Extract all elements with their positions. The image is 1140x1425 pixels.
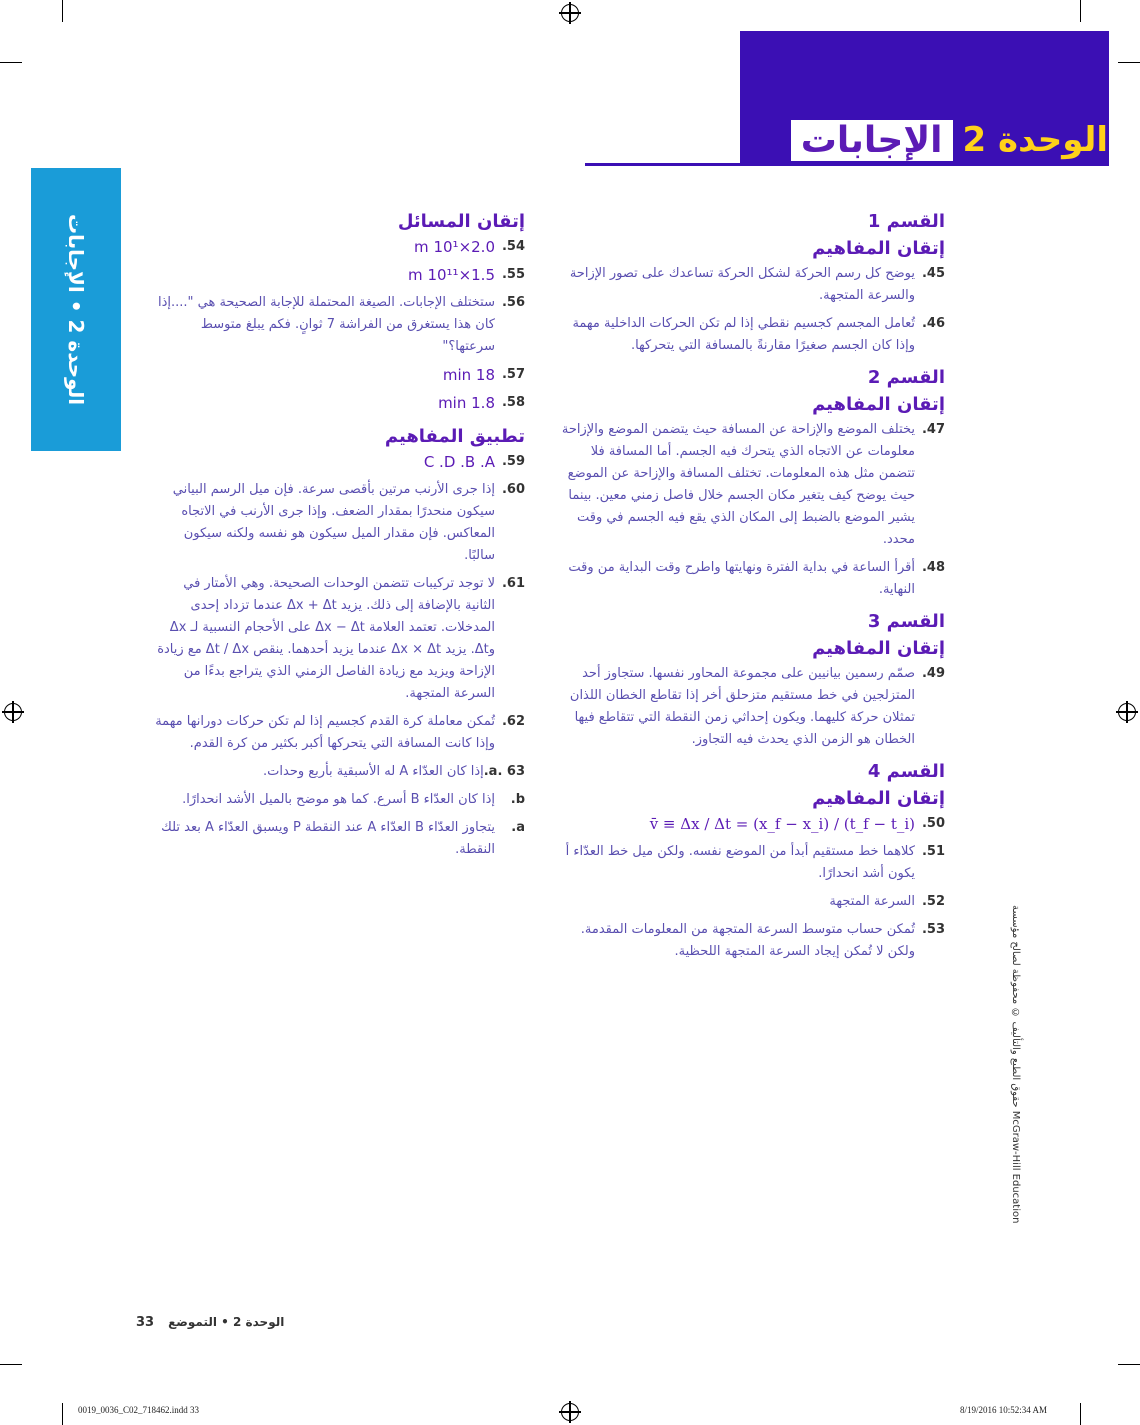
registration-mark-right — [1118, 703, 1136, 721]
answer-item: 62. تُمكن معاملة كرة القدم كجسيم إذا لم تكن حركات دورانها مهمة وإذا كانت المسافة التي يتحركها أكبر بكثير من كرة القدم. — [155, 714, 525, 751]
answer-item: 46. تُعامل المجسم كجسيم نقطي إذا لم تكن الحركات الداخلية مهمة وإذا كان الجسم صغيرًا مقارنةً بالمسافة التي يتحركها. — [572, 316, 945, 353]
side-tab-label: الوحدة 2 • الإجابات — [64, 213, 88, 406]
registration-mark-left — [4, 703, 22, 721]
answer-item: 47. يختلف الموضع والإزاحة عن المسافة حيث يتضمن الموضع والإزاحة معلومات عن الاتجاه الذي يتحرك فيه الجسم. أما المسافة فلا تتضمن مثل هذه المعلومات. تختلف المسافة والإزاحة عن الموضع حيث يوضح كيف يتغير مكان الجسم خلال فاصل زمني معين. بينما يشير الموضع بالضبط إلى المكان الذي يقع فيه الجسم في وقت محدد. — [561, 422, 945, 547]
answer-subitem: b. إذا كان العدّاء B أسرع. كما هو موضح بالميل الأشد انحدارًا. — [182, 792, 525, 807]
answer-subitem: a. يتجاوز العدّاء B العدّاء A عند النقطة P ويسبق العدّاء A بعد تلك النقطة. — [161, 820, 525, 857]
section-subtitle: إتقان المفاهيم — [812, 238, 945, 259]
section-1 — [555, 211, 945, 357]
answer-item: 59. C .D .B .A — [423, 453, 525, 471]
copyright-notice: حقوق الطبع والتأليف © محفوظة لصالح مؤسسة McGraw-Hill Education — [1010, 905, 1021, 1224]
answer-item: 45. يوضح كل رسم الحركة لشكل الحركة تساعدك على تصور الإزاحة والسرعة المتجهة. — [569, 266, 945, 303]
answer-item: 49. صمّم رسمين بيانيين على مجموعة المحاور نفسها. ستجاوز أحد المتزلجين في خط مستقيم متزحلق أخر إذا تقاطع الخطان اللذان تمثلان حركة كليهما. ويكون إحداثي زمن النقطة التي تتقاطع فيها الخطان هو الزمن الذي يحدث فيه التجاوز. — [569, 666, 945, 747]
registration-mark-bottom — [561, 1403, 579, 1421]
answer-item: 51. كلاهما خط مستقيم أبدأ من الموضع نفسه. ولكن ميل خط العدّاء أ يكون أشد انحدارًا. — [565, 844, 945, 881]
running-title: الوحدة 2 • التموضع — [168, 1315, 285, 1329]
page-number: 33 — [136, 1315, 155, 1330]
answer-item: 55. 1.5×10¹¹ m — [408, 266, 525, 284]
section-title: القسم 3 — [867, 611, 945, 632]
section-subtitle: إتقان المفاهيم — [812, 638, 945, 659]
section-title: القسم 1 — [867, 211, 945, 232]
slug-file: 0019_0036_C02_718462.indd 33 — [78, 1405, 200, 1415]
slug-timestamp: 8/19/2016 10:52:34 AM — [960, 1405, 1048, 1415]
page-title — [791, 115, 1108, 165]
answer-item: 60. إذا جرى الأرنب مرتين بأقصى سرعة. فإن ميل الرسم البياني سيكون منحدرًا بمقدار الضعف. وإذا جرى الأرنب في الاتجاه المعاكس. فإن مقدار الميل سيكون هو نفسه ولكنه سيكون سالبًا. — [172, 482, 525, 563]
right-column — [555, 205, 945, 969]
section-2 — [555, 367, 945, 601]
answers-title: الإجابات — [791, 120, 953, 161]
registration-mark-top — [561, 4, 579, 22]
section-subtitle: إتقان المفاهيم — [812, 394, 945, 415]
answer-subitem: a. 63. إذا كان العدّاء A له الأسبقية بأربع وحدات. — [263, 764, 525, 779]
section-title: إتقان المسائل — [397, 211, 525, 232]
answer-item: 54. 2.0×10¹ m — [414, 238, 525, 256]
answer-item: 57. 18 min — [442, 366, 525, 384]
section-title: القسم 2 — [867, 367, 945, 388]
section-applying — [150, 426, 525, 861]
answer-item: 48. أقرأ الساعة في بداية الفترة ونهايتها واطرح وقت البداية من وقت النهاية. — [568, 560, 945, 597]
answer-item: 58. 1.8 min — [438, 394, 525, 412]
section-title: تطبيق المفاهيم — [384, 426, 525, 447]
answer-item: 52. السرعة المتجهة — [829, 894, 945, 909]
section-3 — [555, 611, 945, 751]
answer-item: 53. تُمكن حساب متوسط السرعة المتجهة من المعلومات المقدمة. ولكن لا تُمكن إيجاد السرعة المتجهة اللحظية. — [580, 922, 945, 959]
section-problems — [150, 211, 525, 414]
unit-title: الوحدة 2 — [962, 120, 1108, 160]
section-4 — [555, 761, 945, 963]
answer-item: 50. v̄ ≡ Δx / Δt = (x_f − x_i) / (t_f − t_i) — [649, 815, 945, 833]
left-column — [150, 205, 525, 867]
section-title: القسم 4 — [867, 761, 945, 782]
velocity-formula: v̄ ≡ Δx / Δt = (x_f − x_i) / (t_f − t_i) — [649, 815, 915, 833]
answer-item: 56. ستختلف الإجابات. الصيغة المحتملة للإجابة الصحيحة هي "....إذا كان هذا يستغرق من الفراشة 7 ثوانٍ. فكم يبلغ متوسط سرعتها؟" — [157, 295, 525, 354]
answer-item: 61. لا توجد تركيبات تتضمن الوحدات الصحيحة. وهي الأمتار في الثانية بالإضافة إلى ذلك. يزيد Δx + Δt عندما تزداد إحدى المدخلات. تعتمد العلامة Δx − Δt على الأحجام النسبية لـ Δx وΔt. يزيد Δx × Δt عندما يزيد أحدهما. ينقص Δt / Δx مع زيادة الإزاحة ويزيد مع زيادة الفاصل الزمني الذي يتراجع بدءًا من السرعة المتجهة. — [157, 576, 525, 701]
page-footer — [136, 1315, 284, 1330]
section-subtitle: إتقان المفاهيم — [812, 788, 945, 809]
